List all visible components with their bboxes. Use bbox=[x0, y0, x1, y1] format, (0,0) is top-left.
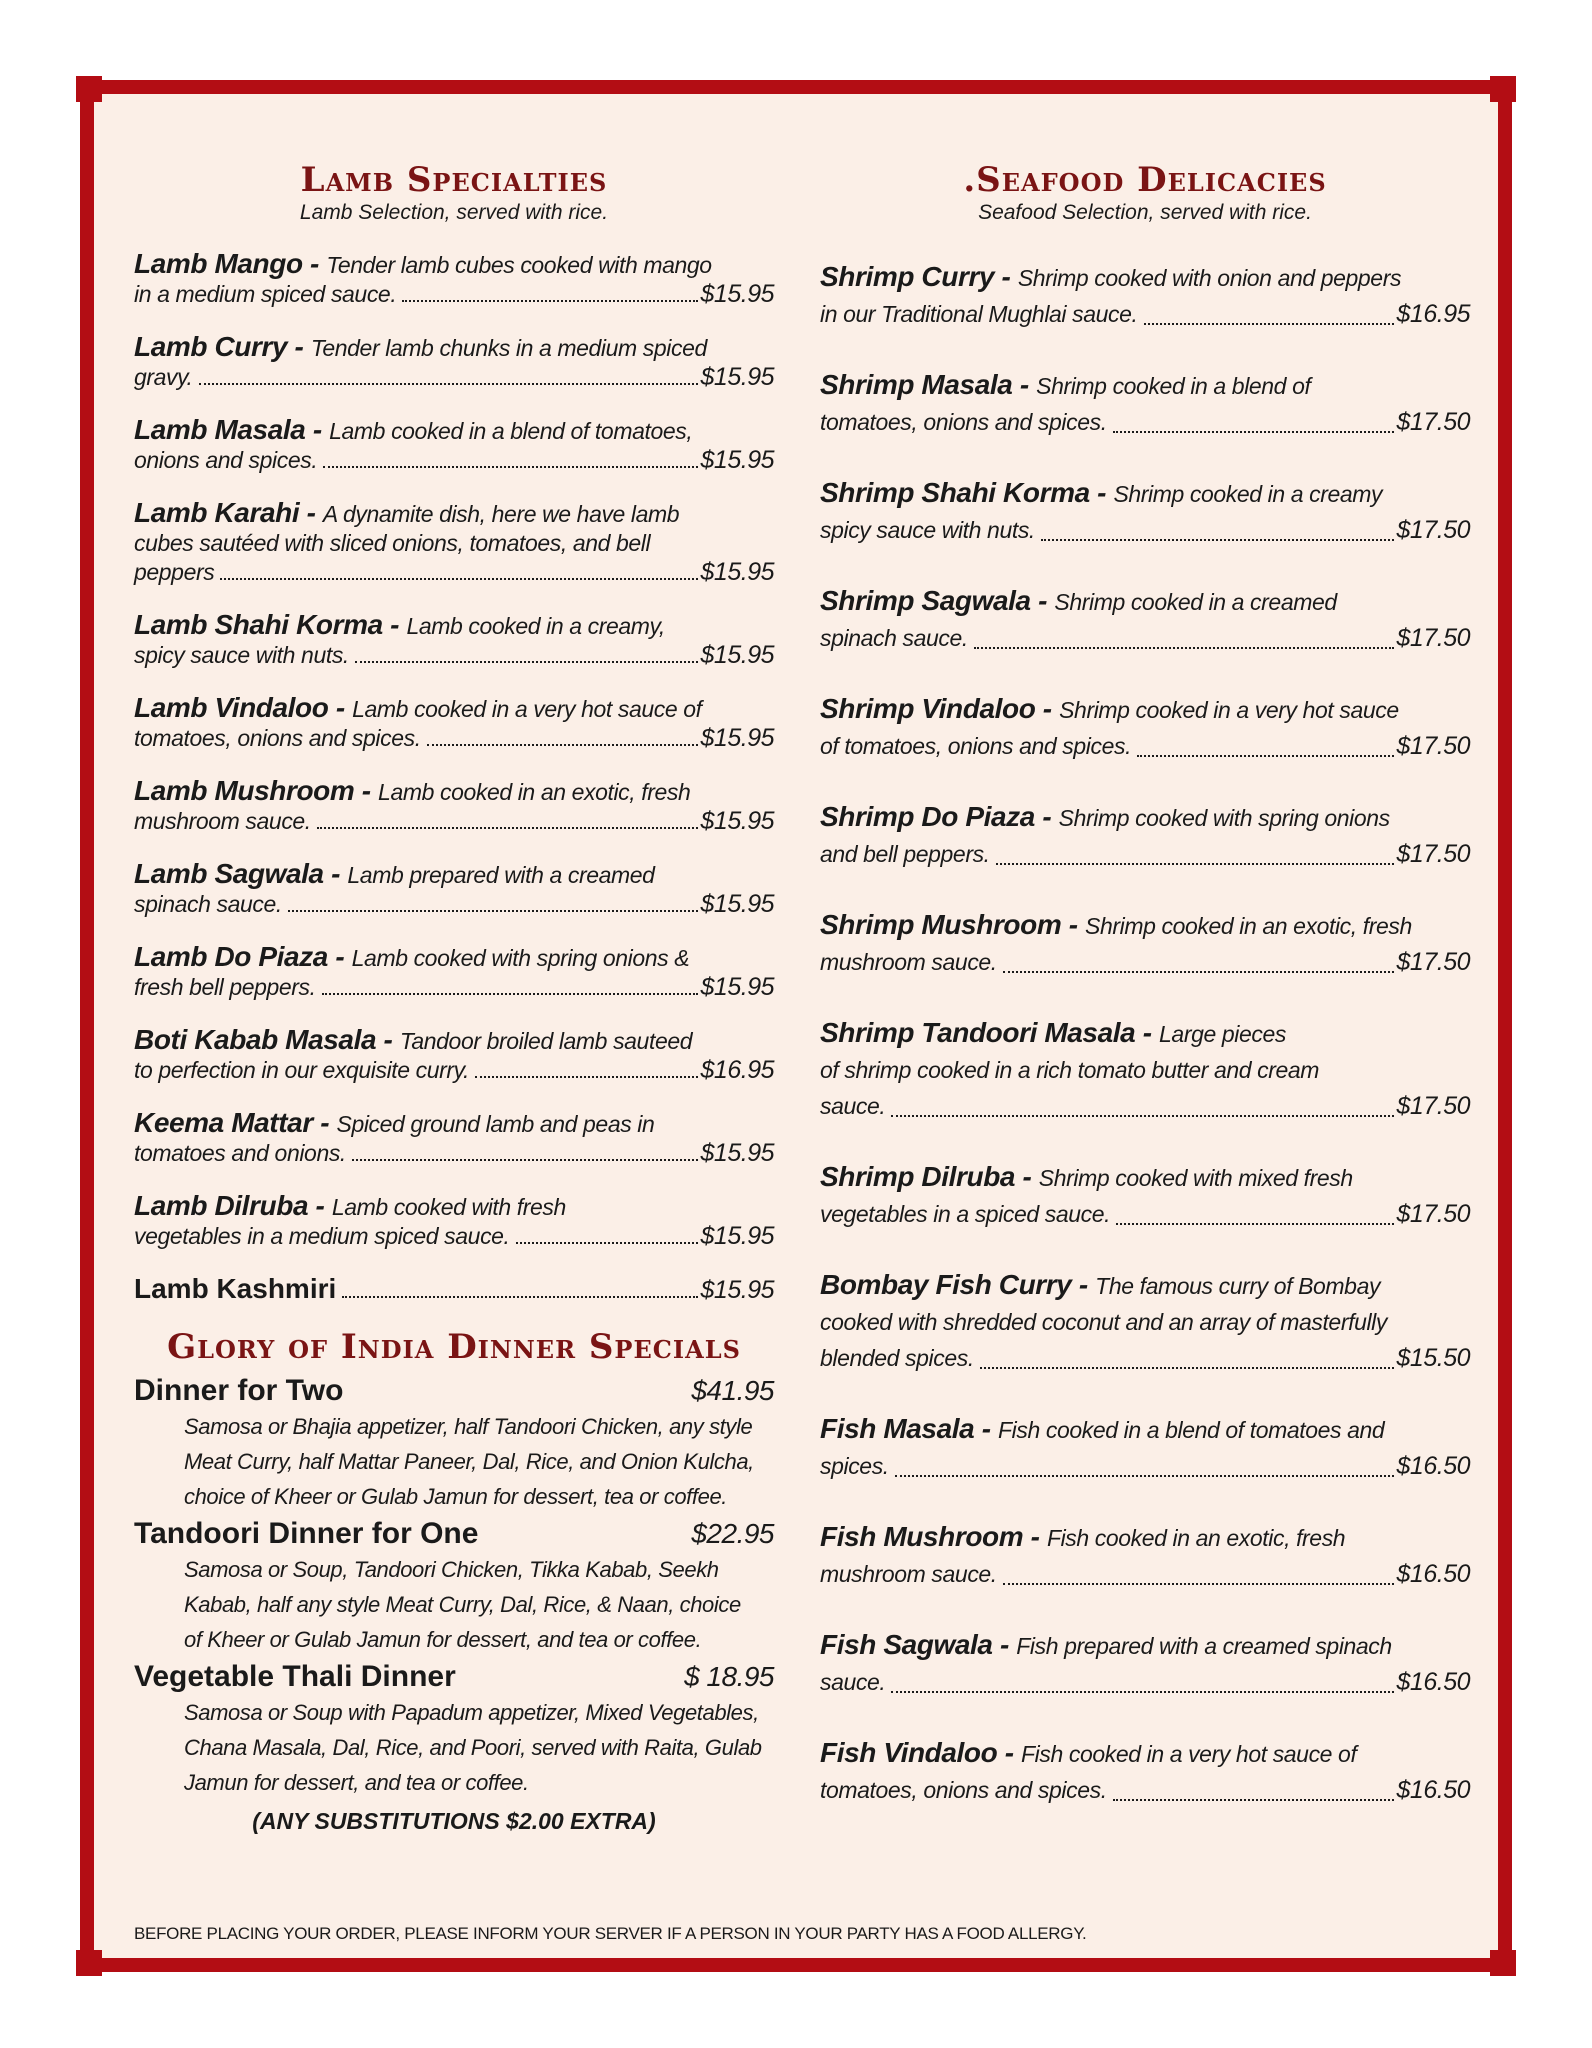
item-price: $15.95 bbox=[700, 1222, 774, 1250]
item-first-line bbox=[134, 414, 774, 446]
frame-corner-bottom-left bbox=[76, 1950, 102, 1976]
seafood-section-title: .Seafood Delicacies bbox=[963, 160, 1327, 200]
item-name: Keema Mattar bbox=[134, 1107, 313, 1138]
item-description-end: sauce. bbox=[820, 1669, 886, 1695]
item-name: Shrimp Tandoori Masala bbox=[820, 1017, 1136, 1048]
item-description-end: onions and spices. bbox=[134, 447, 318, 473]
special-description-line: of Kheer or Gulab Jamun for dessert, and tea or coffee. bbox=[184, 1627, 702, 1652]
item-price: $15.95 bbox=[700, 1139, 774, 1167]
item-price-line bbox=[820, 404, 1470, 440]
menu-item bbox=[134, 858, 774, 919]
item-description-end: mushroom sauce. bbox=[820, 1561, 997, 1587]
item-price-line bbox=[820, 1196, 1470, 1232]
item-description-continued: cubes sautéed with sliced onions, tomatoes, and bell bbox=[134, 530, 651, 556]
item-price-line bbox=[820, 1088, 1470, 1124]
item-separator: - bbox=[305, 414, 330, 445]
lamb-section-title: Lamb Specialties bbox=[300, 160, 608, 200]
item-description: Shrimp cooked with mixed fresh bbox=[1038, 1165, 1353, 1191]
item-name: Shrimp Shahi Korma bbox=[820, 477, 1090, 508]
item-description: Lamb cooked with fresh bbox=[331, 1194, 566, 1220]
menu-item bbox=[820, 476, 1470, 548]
item-name: Lamb Masala bbox=[134, 414, 306, 445]
menu-item bbox=[134, 497, 774, 587]
price-leader bbox=[220, 578, 697, 580]
item-name: Lamb Mango bbox=[134, 248, 303, 279]
special-description bbox=[134, 1695, 774, 1800]
item-separator: - bbox=[308, 1190, 332, 1221]
item-description: Tender lamb cubes cooked with mango bbox=[326, 252, 712, 278]
price-leader bbox=[288, 910, 698, 912]
special-description-line: Meat Curry, half Mattar Paneer, Dal, Rice, and Onion Kulcha, bbox=[184, 1449, 754, 1474]
special-description-line: choice of Kheer or Gulab Jamun for dessert, tea or coffee. bbox=[184, 1484, 727, 1509]
menu-item bbox=[820, 692, 1470, 764]
item-name: Fish Mushroom bbox=[820, 1521, 1024, 1552]
lamb-item-list bbox=[134, 248, 774, 1251]
item-separator: - bbox=[1012, 369, 1037, 400]
special-price: $ 18.95 bbox=[684, 1661, 774, 1692]
item-separator: - bbox=[1061, 909, 1086, 940]
seafood-section-subtitle: Seafood Selection, served with rice. bbox=[978, 201, 1312, 224]
item-price-line bbox=[820, 1664, 1470, 1700]
item-price: $15.95 bbox=[700, 641, 774, 669]
menu-item bbox=[820, 1520, 1470, 1592]
item-first-line bbox=[820, 1268, 1470, 1304]
special-price: $41.95 bbox=[691, 1375, 774, 1406]
item-name: Bombay Fish Curry bbox=[820, 1269, 1072, 1300]
price-leader bbox=[1137, 755, 1393, 757]
menu-item bbox=[134, 692, 774, 753]
price-leader bbox=[1144, 323, 1394, 325]
item-first-line bbox=[820, 1016, 1470, 1052]
item-price: $16.95 bbox=[700, 1056, 774, 1084]
menu-item bbox=[820, 1268, 1470, 1376]
specials-list bbox=[134, 1373, 774, 1800]
item-first-line bbox=[134, 331, 774, 363]
item-price: $15.95 bbox=[700, 807, 774, 835]
item-description-end: spinach sauce. bbox=[134, 891, 282, 917]
item-price-line bbox=[820, 728, 1470, 764]
price-leader bbox=[322, 993, 698, 995]
menu-item bbox=[820, 1628, 1470, 1700]
item-separator: - bbox=[382, 609, 407, 640]
substitutions-note: (ANY SUBSTITUTIONS $2.00 EXTRA) bbox=[252, 1808, 656, 1834]
special-price: $22.95 bbox=[691, 1518, 774, 1549]
menu-item bbox=[134, 941, 774, 1002]
item-first-line bbox=[134, 1024, 774, 1056]
item-description: Lamb cooked with spring onions & bbox=[351, 945, 690, 971]
price-leader bbox=[199, 383, 698, 385]
item-description-end: blended spices. bbox=[820, 1345, 974, 1371]
item-name: Shrimp Vindaloo bbox=[820, 693, 1036, 724]
menu-item bbox=[134, 1024, 774, 1085]
item-price-line bbox=[820, 1448, 1470, 1484]
item-description-end: of tomatoes, onions and spices. bbox=[820, 733, 1132, 759]
price-leader bbox=[427, 744, 698, 746]
item-description-end: spicy sauce with nuts. bbox=[820, 517, 1035, 543]
item-price-line bbox=[134, 1056, 774, 1085]
item-separator: - bbox=[376, 1024, 400, 1055]
item-name: Lamb Kashmiri bbox=[134, 1273, 337, 1304]
item-description-end: to perfection in our exquisite curry. bbox=[134, 1057, 470, 1083]
item-description-end: mushroom sauce. bbox=[134, 808, 311, 834]
item-name: Fish Sagwala bbox=[820, 1629, 993, 1660]
item-description: Fish cooked in an exotic, fresh bbox=[1046, 1525, 1346, 1551]
menu-item bbox=[134, 775, 774, 836]
item-first-line bbox=[134, 1190, 774, 1222]
item-description-end: tomatoes, onions and spices. bbox=[820, 1777, 1107, 1803]
item-first-line bbox=[820, 584, 1470, 620]
item-price-line bbox=[820, 1556, 1470, 1592]
item-description-end: tomatoes, onions and spices. bbox=[134, 725, 421, 751]
special-description bbox=[134, 1552, 774, 1657]
item-first-line bbox=[134, 858, 774, 890]
item-description: Shrimp cooked in a very hot sauce bbox=[1059, 697, 1399, 723]
item-name: Shrimp Dilruba bbox=[820, 1161, 1016, 1192]
item-price: $15.95 bbox=[700, 446, 774, 474]
item-separator: - bbox=[299, 497, 323, 528]
item-first-line bbox=[820, 1628, 1470, 1664]
menu-item bbox=[820, 908, 1470, 980]
item-first-line bbox=[820, 908, 1470, 944]
item-price: $15.95 bbox=[700, 890, 774, 918]
item-first-line bbox=[134, 941, 774, 973]
menu-item bbox=[820, 1160, 1470, 1232]
item-separator: - bbox=[327, 941, 352, 972]
allergy-notice: BEFORE PLACING YOUR ORDER, PLEASE INFORM YOUR SERVER IF A PERSON IN YOUR PARTY HAS A FOOD ALLERGY. bbox=[134, 1924, 1087, 1943]
item-name: Shrimp Mushroom bbox=[820, 909, 1062, 940]
item-first-line bbox=[820, 692, 1470, 728]
item-price: $16.50 bbox=[1396, 1560, 1470, 1588]
item-first-line bbox=[820, 476, 1470, 512]
item-separator: - bbox=[992, 1629, 1017, 1660]
item-description: Fish cooked in a very hot sauce of bbox=[1021, 1741, 1357, 1767]
item-first-line bbox=[134, 609, 774, 641]
item-description: The famous curry of Bombay bbox=[1095, 1273, 1381, 1299]
item-price: $15.95 bbox=[700, 280, 774, 308]
item-price-line bbox=[820, 836, 1470, 872]
item-first-line bbox=[134, 775, 774, 807]
item-separator: - bbox=[994, 261, 1018, 292]
item-separator: - bbox=[1089, 477, 1114, 508]
special-header bbox=[134, 1516, 774, 1552]
item-name: Lamb Sagwala bbox=[134, 858, 324, 889]
item-name: Lamb Karahi bbox=[134, 497, 300, 528]
specials-section-title: Glory of India Dinner Specials bbox=[167, 1327, 741, 1367]
item-price: $15.50 bbox=[1396, 1344, 1470, 1372]
item-name: Shrimp Masala bbox=[820, 369, 1013, 400]
item-price-line bbox=[820, 512, 1470, 548]
price-leader bbox=[402, 300, 697, 302]
menu-item bbox=[134, 248, 774, 309]
item-first-line bbox=[820, 1412, 1470, 1448]
dinner-special bbox=[134, 1373, 774, 1514]
item-price: $17.50 bbox=[1396, 408, 1470, 436]
special-description-line: Jamun for dessert, and tea or coffee. bbox=[184, 1770, 529, 1795]
price-leader bbox=[342, 1296, 697, 1298]
item-description-end: and bell peppers. bbox=[820, 841, 990, 867]
item-description: Lamb cooked in a blend of tomatoes, bbox=[329, 418, 693, 444]
item-price: $15.95 bbox=[700, 558, 774, 586]
special-header bbox=[134, 1373, 774, 1409]
item-name: Fish Vindaloo bbox=[820, 1737, 998, 1768]
menu-item bbox=[820, 800, 1470, 872]
price-leader bbox=[1116, 1223, 1393, 1225]
item-name: Lamb Dilruba bbox=[134, 1190, 309, 1221]
frame-corner-top-left bbox=[76, 76, 102, 102]
item-price: $16.50 bbox=[1396, 1452, 1470, 1480]
item-name: Lamb Shahi Korma bbox=[134, 609, 383, 640]
item-separator: - bbox=[1034, 801, 1059, 832]
item-price: $17.50 bbox=[1396, 948, 1470, 976]
item-price: $17.50 bbox=[1396, 516, 1470, 544]
item-name: Lamb Curry bbox=[134, 331, 288, 362]
item-description: Shrimp cooked in an exotic, fresh bbox=[1085, 913, 1412, 939]
item-first-line bbox=[134, 692, 774, 724]
special-description bbox=[134, 1409, 774, 1514]
menu-item bbox=[134, 1107, 774, 1168]
item-price: $17.50 bbox=[1396, 840, 1470, 868]
menu-item bbox=[820, 584, 1470, 656]
item-description: Large pieces bbox=[1159, 1021, 1286, 1047]
item-first-line bbox=[134, 1107, 774, 1139]
price-leader bbox=[1113, 431, 1394, 433]
item-price: $15.95 bbox=[700, 724, 774, 752]
item-separator: - bbox=[323, 858, 348, 889]
left-column bbox=[134, 160, 774, 1836]
item-price: $15.95 bbox=[700, 1276, 774, 1304]
item-description-end: spices. bbox=[820, 1453, 889, 1479]
item-description-end: fresh bell peppers. bbox=[134, 974, 316, 1000]
item-price-line bbox=[134, 280, 774, 309]
menu-item bbox=[820, 368, 1470, 440]
item-price: $15.95 bbox=[700, 973, 774, 1001]
special-header bbox=[134, 1659, 774, 1695]
item-name: Lamb Mushroom bbox=[134, 775, 355, 806]
item-description: Lamb cooked in a very hot sauce of bbox=[352, 696, 702, 722]
price-leader bbox=[323, 466, 697, 468]
item-first-line bbox=[134, 497, 774, 529]
item-price-line bbox=[820, 944, 1470, 980]
item-description-end: vegetables in a spiced sauce. bbox=[820, 1201, 1111, 1227]
item-name: Lamb Do Piaza bbox=[134, 941, 328, 972]
item-separator: - bbox=[354, 775, 379, 806]
item-first-line bbox=[820, 260, 1470, 296]
item-description: Shrimp cooked in a creamed bbox=[1054, 589, 1337, 615]
item-description-end: peppers bbox=[134, 559, 215, 585]
special-description-line: Kabab, half any style Meat Curry, Dal, Rice, & Naan, choice bbox=[184, 1592, 741, 1617]
item-price-line bbox=[134, 1139, 774, 1168]
item-price: $17.50 bbox=[1396, 1200, 1470, 1228]
special-description-line: Samosa or Soup with Papadum appetizer, Mixed Vegetables, bbox=[184, 1700, 759, 1725]
item-price: $17.50 bbox=[1396, 624, 1470, 652]
item-separator: - bbox=[1023, 1521, 1047, 1552]
item-description: Shrimp cooked with spring onions bbox=[1058, 805, 1390, 831]
item-first-line bbox=[820, 368, 1470, 404]
menu-item bbox=[820, 1736, 1470, 1808]
item-description: Spiced ground lamb and peas in bbox=[336, 1111, 655, 1137]
item-description: Lamb cooked in a creamy, bbox=[406, 613, 665, 639]
price-leader bbox=[1003, 1583, 1394, 1585]
special-description-line: Samosa or Bhajia appetizer, half Tandoori Chicken, any style bbox=[184, 1414, 753, 1439]
special-name: Vegetable Thali Dinner bbox=[134, 1660, 456, 1693]
item-name: Lamb Vindaloo bbox=[134, 692, 329, 723]
dinner-special bbox=[134, 1516, 774, 1657]
item-description-continued: of shrimp cooked in a rich tomato butter and cream bbox=[820, 1057, 1320, 1083]
item-price-line bbox=[134, 807, 774, 836]
menu-item bbox=[820, 260, 1470, 332]
item-description: Lamb cooked in an exotic, fresh bbox=[378, 779, 691, 805]
item-price-line bbox=[820, 1340, 1470, 1376]
price-leader bbox=[317, 827, 698, 829]
item-price-line bbox=[134, 1222, 774, 1251]
item-separator: - bbox=[1035, 693, 1060, 724]
item-first-line bbox=[134, 248, 774, 280]
menu-item-lamb-kashmiri bbox=[134, 1273, 774, 1305]
item-description-end: spicy sauce with nuts. bbox=[134, 642, 349, 668]
item-price-line bbox=[134, 890, 774, 919]
item-description: Tandoor broiled lamb sauteed bbox=[399, 1028, 693, 1054]
item-description: Shrimp cooked with onion and peppers bbox=[1017, 265, 1402, 291]
price-leader bbox=[891, 1691, 1393, 1693]
item-description: Shrimp cooked in a creamy bbox=[1113, 481, 1383, 507]
item-description-end: tomatoes and onions. bbox=[134, 1140, 346, 1166]
item-description-end: in a medium spiced sauce. bbox=[134, 281, 397, 307]
item-price: $16.95 bbox=[1396, 300, 1470, 328]
item-description-end: mushroom sauce. bbox=[820, 949, 997, 975]
item-separator: - bbox=[287, 331, 311, 362]
item-separator: - bbox=[328, 692, 353, 723]
item-price: $15.95 bbox=[700, 363, 774, 391]
item-description: Tender lamb chunks in a medium spiced bbox=[310, 335, 707, 361]
item-separator: - bbox=[1015, 1161, 1039, 1192]
price-leader bbox=[516, 1242, 698, 1244]
price-leader bbox=[891, 1115, 1393, 1117]
frame-corner-bottom-right bbox=[1490, 1950, 1516, 1976]
item-description: Fish prepared with a creamed spinach bbox=[1016, 1633, 1392, 1659]
item-name: Shrimp Curry bbox=[820, 261, 995, 292]
item-price-line bbox=[134, 446, 774, 475]
item-description: Fish cooked in a blend of tomatoes and bbox=[998, 1417, 1385, 1443]
item-price-line bbox=[134, 641, 774, 670]
price-leader bbox=[980, 1367, 1394, 1369]
item-price: $16.50 bbox=[1396, 1776, 1470, 1804]
item-first-line bbox=[820, 1520, 1470, 1556]
price-leader bbox=[996, 863, 1394, 865]
special-description-line: Chana Masala, Dal, Rice, and Poori, served with Raita, Gulab bbox=[184, 1735, 762, 1760]
item-name: Shrimp Sagwala bbox=[820, 585, 1031, 616]
item-price: $17.50 bbox=[1396, 732, 1470, 760]
item-separator: - bbox=[974, 1413, 999, 1444]
special-name: Dinner for Two bbox=[134, 1374, 344, 1407]
item-description-end: sauce. bbox=[820, 1093, 886, 1119]
item-description-end: tomatoes, onions and spices. bbox=[820, 409, 1107, 435]
item-price: $17.50 bbox=[1396, 1092, 1470, 1120]
item-description-end: vegetables in a medium spiced sauce. bbox=[134, 1223, 510, 1249]
price-leader bbox=[352, 1159, 698, 1161]
item-separator: - bbox=[1030, 585, 1055, 616]
item-first-line bbox=[820, 800, 1470, 836]
item-price-line bbox=[134, 973, 774, 1002]
frame-corner-top-right bbox=[1490, 76, 1516, 102]
item-separator: - bbox=[302, 248, 327, 279]
item-price-line bbox=[134, 363, 774, 392]
menu-item bbox=[820, 1016, 1470, 1124]
item-separator: - bbox=[997, 1737, 1022, 1768]
lamb-section-subtitle: Lamb Selection, served with rice. bbox=[299, 201, 609, 224]
special-description-line: Samosa or Soup, Tandoori Chicken, Tikka Kabab, Seekh bbox=[184, 1557, 719, 1582]
price-leader bbox=[895, 1475, 1394, 1477]
price-leader bbox=[355, 661, 698, 663]
item-price-line bbox=[820, 620, 1470, 656]
dinner-special bbox=[134, 1659, 774, 1800]
item-price-line bbox=[820, 1772, 1470, 1808]
item-price-line bbox=[820, 296, 1470, 332]
menu-item bbox=[820, 1412, 1470, 1484]
item-price-line bbox=[134, 724, 774, 753]
item-price-line bbox=[134, 558, 774, 587]
price-leader bbox=[1041, 539, 1394, 541]
item-description-end: gravy. bbox=[134, 364, 193, 390]
item-description: A dynamite dish, here we have lamb bbox=[322, 501, 680, 527]
price-leader bbox=[974, 647, 1394, 649]
item-name: Shrimp Do Piaza bbox=[820, 801, 1035, 832]
item-description: Shrimp cooked in a blend of bbox=[1036, 373, 1311, 399]
price-leader bbox=[1003, 971, 1394, 973]
item-separator: - bbox=[1071, 1269, 1096, 1300]
menu-item bbox=[134, 609, 774, 670]
menu-item bbox=[134, 1190, 774, 1251]
item-price: $16.50 bbox=[1396, 1668, 1470, 1696]
item-first-line bbox=[820, 1736, 1470, 1772]
item-description-continued: cooked with shredded coconut and an array of masterfully bbox=[820, 1309, 1387, 1335]
item-first-line bbox=[820, 1160, 1470, 1196]
item-name: Boti Kabab Masala bbox=[134, 1024, 377, 1055]
menu-item bbox=[134, 414, 774, 475]
price-leader bbox=[1113, 1799, 1394, 1801]
right-column bbox=[820, 160, 1470, 1844]
item-name: Fish Masala bbox=[820, 1413, 975, 1444]
item-description-end: in our Traditional Mughlai sauce. bbox=[820, 301, 1138, 327]
item-description: Lamb prepared with a creamed bbox=[347, 862, 655, 888]
item-separator: - bbox=[312, 1107, 337, 1138]
seafood-item-list bbox=[820, 260, 1470, 1808]
special-name: Tandoori Dinner for One bbox=[134, 1517, 479, 1550]
item-separator: - bbox=[1135, 1017, 1160, 1048]
price-leader bbox=[475, 1076, 697, 1078]
item-description-end: spinach sauce. bbox=[820, 625, 968, 651]
menu-item bbox=[134, 331, 774, 392]
